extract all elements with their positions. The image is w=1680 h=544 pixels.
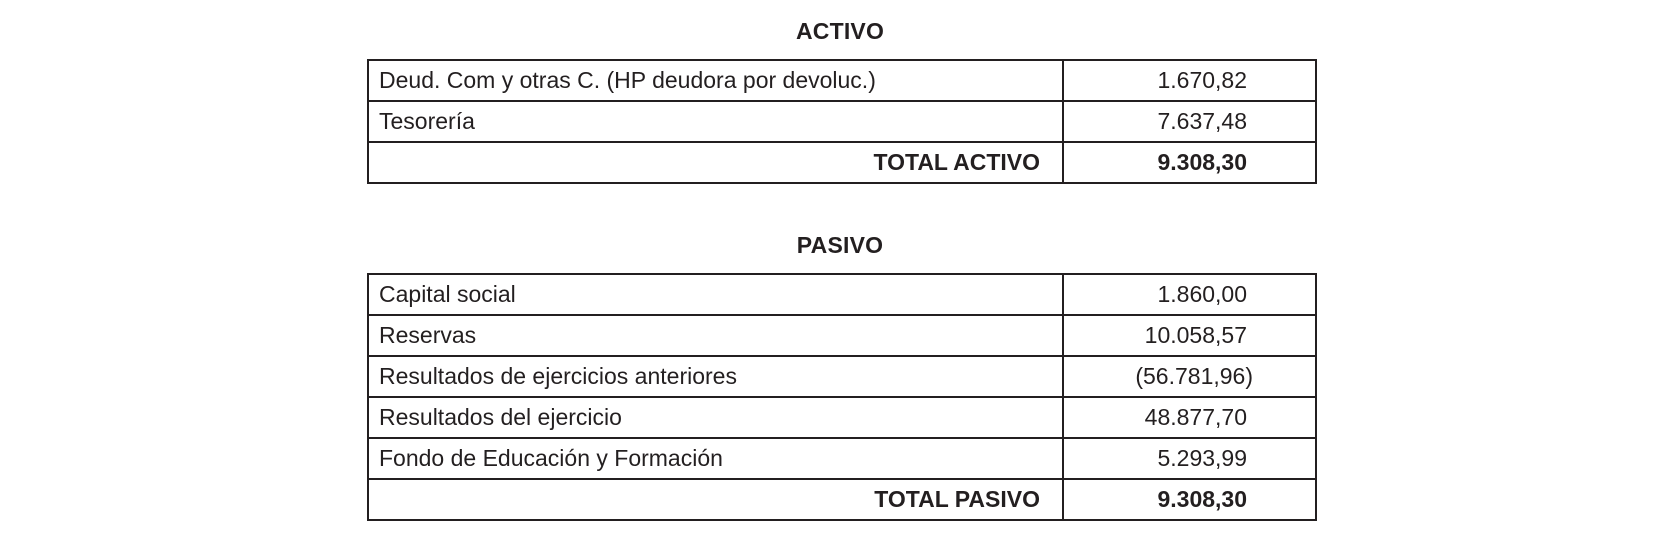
row-label: Resultados del ejercicio — [368, 397, 1063, 438]
table-row — [368, 356, 1316, 397]
table-row — [368, 397, 1316, 438]
total-pasivo-value: 9.308,30 — [1063, 479, 1316, 520]
total-pasivo-label: TOTAL PASIVO — [368, 479, 1063, 520]
table-row — [368, 438, 1316, 479]
row-label: Capital social — [368, 274, 1063, 315]
row-value: 7.637,48 — [1063, 101, 1316, 142]
row-value: (56.781,96) — [1063, 356, 1316, 397]
row-value: 1.860,00 — [1063, 274, 1316, 315]
row-label: Reservas — [368, 315, 1063, 356]
table-row — [368, 101, 1316, 142]
table-row — [368, 274, 1316, 315]
activo-title: ACTIVO — [795, 18, 885, 44]
row-label: Deud. Com y otras C. (HP deudora por devoluc.) — [368, 60, 1063, 101]
table-row — [368, 60, 1316, 101]
pasivo-title: PASIVO — [796, 232, 884, 258]
total-activo-label: TOTAL ACTIVO — [368, 142, 1063, 183]
row-label: Tesorería — [368, 101, 1063, 142]
total-row — [368, 479, 1316, 520]
row-value: 1.670,82 — [1063, 60, 1316, 101]
row-value: 48.877,70 — [1063, 397, 1316, 438]
activo-table — [367, 59, 1317, 184]
row-label: Resultados de ejercicios anteriores — [368, 356, 1063, 397]
table-row — [368, 315, 1316, 356]
row-label: Fondo de Educación y Formación — [368, 438, 1063, 479]
total-activo-value: 9.308,30 — [1063, 142, 1316, 183]
total-row — [368, 142, 1316, 183]
pasivo-table — [367, 273, 1317, 521]
row-value: 5.293,99 — [1063, 438, 1316, 479]
row-value: 10.058,57 — [1063, 315, 1316, 356]
